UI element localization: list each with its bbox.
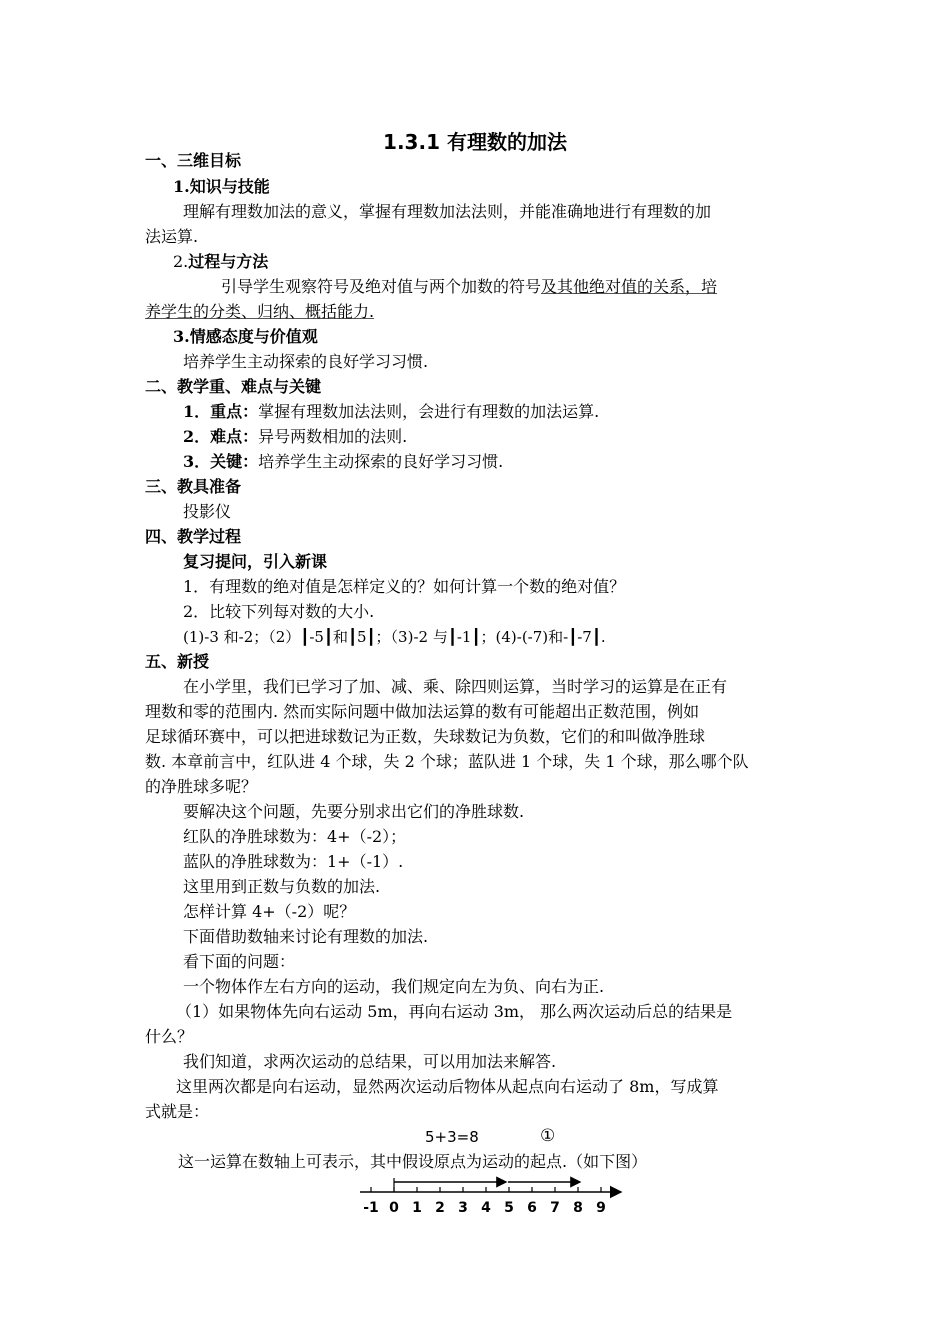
paragraph-line: 足球循环赛中，可以把进球数记为正数，失球数记为负数，它们的和叫做净胜球 (145, 727, 706, 746)
item-text: 异号两数相加的法则. (258, 427, 408, 446)
paragraph-line: 数. 本章前言中，红队进 4 个球，失 2 个球；蓝队进 1 个球，失 1 个球，那么哪个队 (145, 752, 749, 771)
axis-tick-label: 6 (527, 1200, 537, 1216)
paragraph-line: 一个物体作左右方向的运动，我们规定向左为负、向右为正. (183, 977, 605, 996)
item-label: 1．重点： (183, 402, 259, 421)
paragraph-line: 下面借助数轴来讨论有理数的加法. (183, 927, 429, 946)
paragraph-line: 这里用到正数与负数的加法. (183, 877, 381, 896)
paragraph-line: 蓝队的净胜球数为：1+（-1）. (183, 852, 404, 871)
item-text: 掌握有理数加法法则，会进行有理数的加法运算. (258, 402, 600, 421)
paragraph-line: 红队的净胜球数为：4+（-2）； (183, 827, 407, 846)
paragraph-line: 投影仪 (183, 502, 232, 521)
paragraph-line: 的净胜球多呢？ (145, 777, 258, 796)
axis-tick-label: 0 (389, 1200, 399, 1216)
equation-marker: ① (540, 1126, 556, 1146)
subheading-attitude: 3.情感态度与价值观 (173, 327, 318, 346)
subheading-process (173, 252, 268, 272)
question-line: (1)-3 和-2；（2）┃-5┃和┃5┃；（3)-2 与┃-1┃；(4)-(-7)和-┃-7┃. (183, 628, 606, 646)
paragraph-line: 法运算. (145, 227, 199, 246)
paragraph-line: 在小学里，我们已学习了加、减、乘、除四则运算，当时学习的运算是在正有 (183, 677, 728, 696)
axis-tick-label: 9 (596, 1200, 606, 1216)
paragraph-line: 培养学生主动探索的良好学习习惯. (183, 352, 429, 371)
axis-tick-label: 4 (481, 1200, 491, 1216)
axis-tick-label: 1 (412, 1200, 422, 1216)
subheading-review: 复习提问，引入新课 (183, 552, 328, 571)
key-point-item (183, 427, 407, 447)
number-line-diagram (355, 1172, 635, 1218)
axis-tick-label: 8 (573, 1200, 583, 1216)
section-heading-goals: 一、三维目标 (145, 151, 242, 170)
paragraph-line: 看下面的问题： (183, 952, 296, 971)
subheading-knowledge: 1.知识与技能 (173, 177, 270, 196)
paragraph-line (221, 277, 717, 297)
paragraph-line: 这里两次都是向右运动，显然两次运动后物体从起点向右运动了 8m，写成算 (176, 1077, 719, 1096)
section-heading-new: 五、新授 (145, 652, 210, 671)
item-text: 培养学生主动探索的良好学习习惯. (258, 452, 504, 471)
underlined-text: 养学生的分类、归纳、概括能力. (145, 302, 375, 321)
question-line: 1．有理数的绝对值是怎样定义的？如何计算一个数的绝对值？ (183, 577, 626, 596)
page-title: 1.3.1 有理数的加法 (383, 130, 567, 154)
question-line: 2．比较下列每对数的大小. (183, 602, 375, 621)
item-label: 2．难点： (183, 427, 259, 446)
section-heading-process: 四、教学过程 (145, 527, 242, 546)
key-point-item (183, 452, 503, 472)
paragraph-line: 这一运算在数轴上可表示，其中假设原点为运动的起点.（如下图） (178, 1152, 648, 1171)
section-heading-key-points: 二、教学重、难点与关键 (145, 377, 322, 396)
paragraph-line: 什么？ (145, 1027, 194, 1046)
paragraph-line: 式就是： (145, 1102, 210, 1121)
key-point-item (183, 402, 599, 422)
paragraph-line: 我们知道，求两次运动的总结果，可以用加法来解答. (183, 1052, 557, 1071)
axis-tick-label: -1 (363, 1200, 379, 1216)
subheading-label: 过程与方法 (188, 252, 269, 271)
axis-tick-label: 3 (458, 1200, 468, 1216)
underlined-text: 及其他绝对值的关系，培 (541, 277, 718, 296)
axis-tick-label: 2 (435, 1200, 445, 1216)
axis-tick-label: 5 (504, 1200, 514, 1216)
text-span: 引导学生观察符号及绝对值与两个加数的符号 (221, 277, 542, 296)
paragraph-line: 理解有理数加法的意义，掌握有理数加法法则，并能准确地进行有理数的加 (183, 202, 712, 221)
paragraph-line: 怎样计算 4+（-2）呢？ (183, 902, 356, 921)
section-heading-tools: 三、教具准备 (145, 477, 242, 496)
item-label: 3．关键： (183, 452, 259, 471)
equation: 5+3=8 (425, 1128, 479, 1146)
paragraph-line: （1）如果物体先向右运动 5m，再向右运动 3m， 那么两次运动后总的结果是 (176, 1002, 733, 1021)
axis-tick-label: 7 (550, 1200, 560, 1216)
paragraph-line: 理数和零的范围内. 然而实际问题中做加法运算的数有可能超出正数范围，例如 (145, 702, 700, 721)
subheading-number: 2. (173, 252, 189, 271)
paragraph-line: 要解决这个问题，先要分别求出它们的净胜球数. (183, 802, 525, 821)
